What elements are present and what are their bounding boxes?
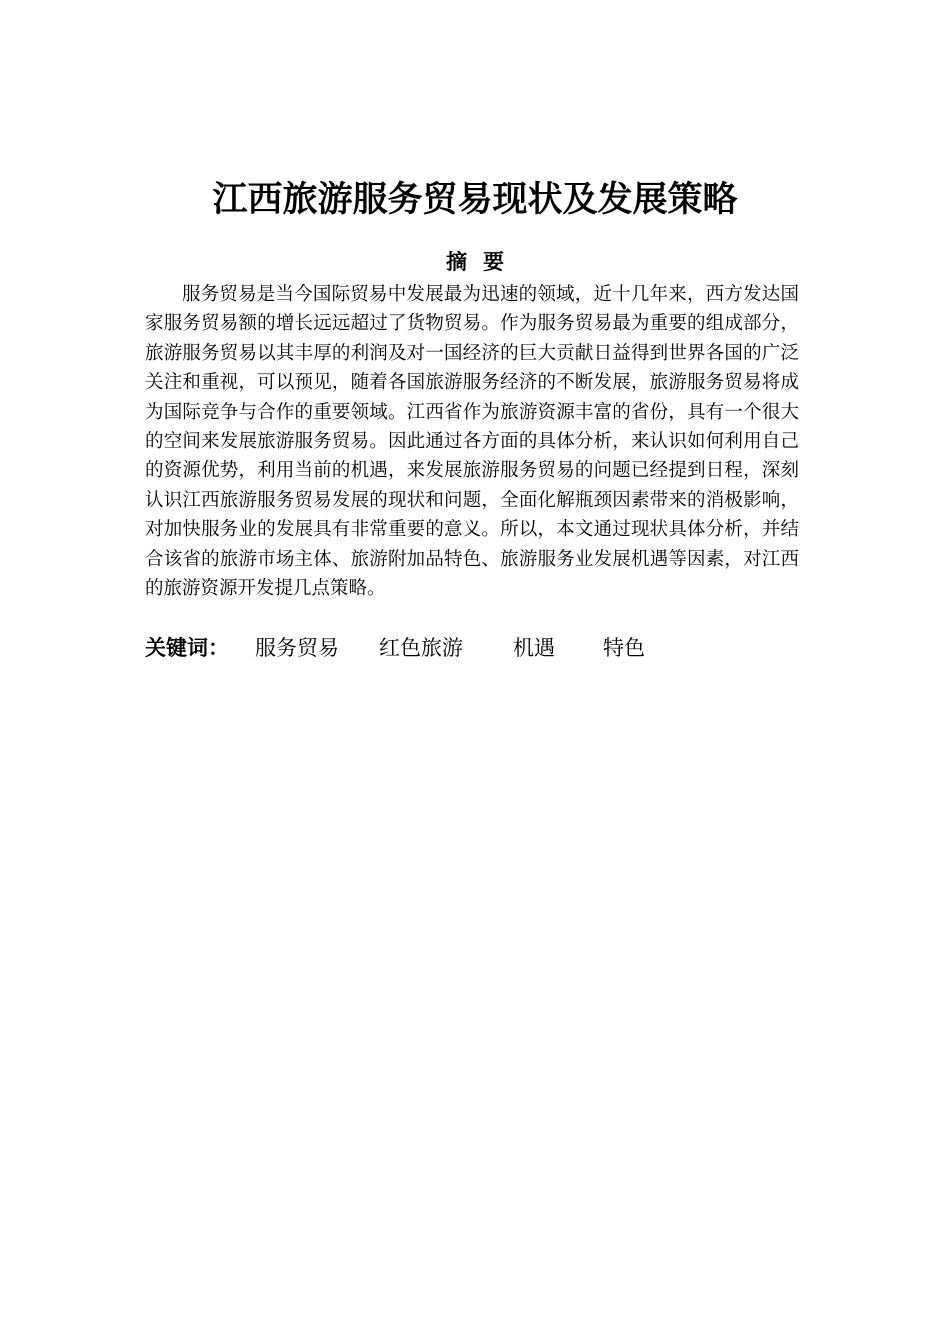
keywords-line <box>145 632 799 664</box>
keyword-item: 特色 <box>603 636 645 660</box>
abstract-body: 服务贸易是当今国际贸易中发展最为迅速的领域，近十几年来，西方发达国家服务贸易额的增长远远超过了货物贸易。作为服务贸易最为重要的组成部分，旅游服务贸易以其丰厚的利润及对一国经济的巨大贡献日益得到世界各国的广泛关注和重视，可以预见，随着各国旅游服务经济的不断发展，旅游服务贸易将成为国际竞争与合作的重要领域。江西省作为旅游资源丰富的省份，具有一个很大的空间来发展旅游服务贸易。因此通过各方面的具体分析，来认识如何利用自己的资源优势，利用当前的机遇，来发展旅游服务贸易的问题已经提到日程，深刻认识江西旅游服务贸易发展的现状和问题，全面化解瓶颈因素带来的消极影响，对加快服务业的发展具有非常重要的意义。所以，本文通过现状具体分析，并结合该省的旅游市场主体、旅游附加品特色、旅游服务业发展机遇等因素，对江西的旅游资源开发提几点策略。 <box>145 284 799 600</box>
keyword-item: 红色旅游 <box>379 636 463 660</box>
document-title: 江西旅游服务贸易现状及发展策略 <box>212 180 738 220</box>
keyword-item: 服务贸易 <box>255 636 339 660</box>
abstract-heading: 摘要 <box>446 250 520 274</box>
keywords-label: 关键词： <box>145 636 229 660</box>
keyword-item: 机遇 <box>513 636 555 660</box>
